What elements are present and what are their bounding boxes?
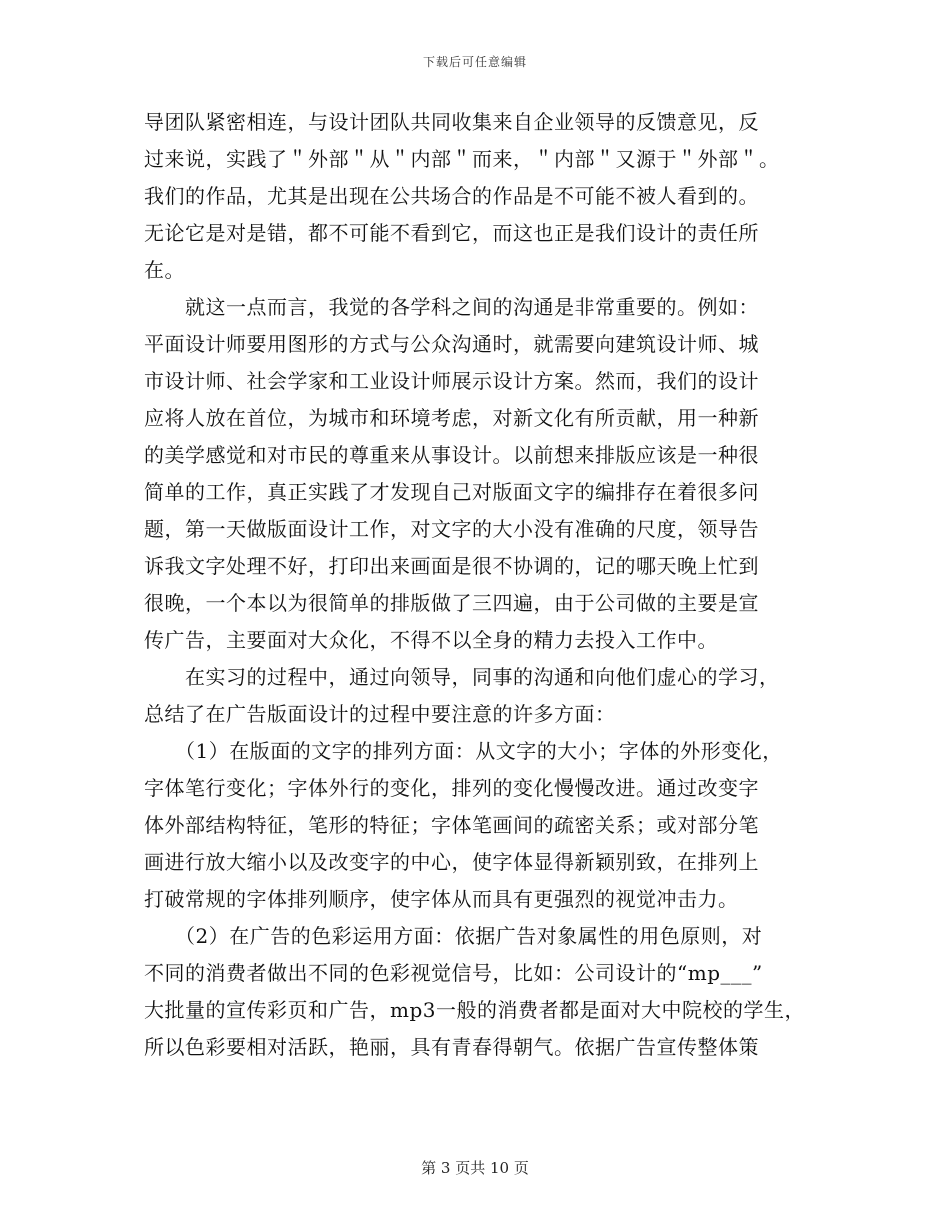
- text-line: 简单的工作，真正实践了才发现自己对版面文字的编排存在着很多问: [144, 480, 759, 504]
- text-line: 很晚，一个本以为很简单的排版做了三四遍，由于公司做的主要是宣: [144, 591, 759, 615]
- text-line: 平面设计师要用图形的方式与公众沟通时，就需要向建筑设计师、城: [144, 332, 759, 356]
- page-number: 第 3 页共 10 页: [421, 1159, 529, 1177]
- text-line: （1）在版面的文字的排列方面：从文字的大小；字体的外形变化，: [144, 739, 783, 763]
- text-line: 在。: [144, 258, 185, 282]
- text-line: 题，第一天做版面设计工作，对文字的大小没有准确的尺度，领导告: [144, 517, 759, 541]
- text-line: （2）在广告的色彩运用方面：依据广告对象属性的用色原则，对: [144, 924, 763, 948]
- text-line: 应将人放在首位，为城市和环境考虑，对新文化有所贡献，用一种新: [144, 406, 759, 430]
- text-line: 所以色彩要相对活跃，艳丽，具有青春得朝气。依据广告宣传整体策: [144, 1035, 759, 1059]
- text-line: 体外部结构特征，笔形的特征；字体笔画间的疏密关系；或对部分笔: [144, 813, 759, 837]
- text-line: 市设计师、社会学家和工业设计师展示设计方案。然而，我们的设计: [144, 369, 759, 393]
- text-line: 我们的作品，尤其是出现在公共场合的作品是不可能不被人看到的。: [144, 184, 759, 208]
- text-line: 总结了在广告版面设计的过程中要注意的许多方面：: [144, 702, 616, 726]
- text-line: 大批量的宣传彩页和广告，mp3一般的消费者都是面对大中院校的学生，: [144, 998, 805, 1022]
- text-line: 传广告，主要面对大众化，不得不以全身的精力去投入工作中。: [144, 628, 718, 652]
- text-line: 的美学感觉和对市民的尊重来从事设计。以前想来排版应该是一种很: [144, 443, 759, 467]
- document-body: [144, 104, 834, 1066]
- text-line: 就这一点而言，我觉的各学科之间的沟通是非常重要的。例如：: [144, 295, 759, 319]
- text-line: 过来说，实践了＂外部＂从＂内部＂而来，＂内部＂又源于＂外部＂。: [144, 147, 780, 171]
- text-line: 诉我文字处理不好，打印出来画面是很不协调的，记的哪天晚上忙到: [144, 554, 759, 578]
- text-line: 不同的消费者做出不同的色彩视觉信号，比如：公司设计的“mp___”: [144, 961, 763, 985]
- text-line: 在实习的过程中，通过向领导，同事的沟通和向他们虚心的学习，: [144, 665, 780, 689]
- text-line: 字体笔行变化；字体外行的变化，排列的变化慢慢改进。通过改变字: [144, 776, 759, 800]
- text-line: 画进行放大缩小以及改变字的中心，使字体显得新颖别致，在排列上: [144, 850, 759, 874]
- text-line: 导团队紧密相连，与设计团队共同收集来自企业领导的反馈意见，反: [144, 110, 759, 134]
- page-header: 下载后可任意编辑: [422, 55, 527, 69]
- text-line: 无论它是对是错，都不可能不看到它，而这也正是我们设计的责任所: [144, 221, 759, 245]
- text-line: 打破常规的字体排列顺序，使字体从而具有更强烈的视觉冲击力。: [144, 887, 739, 911]
